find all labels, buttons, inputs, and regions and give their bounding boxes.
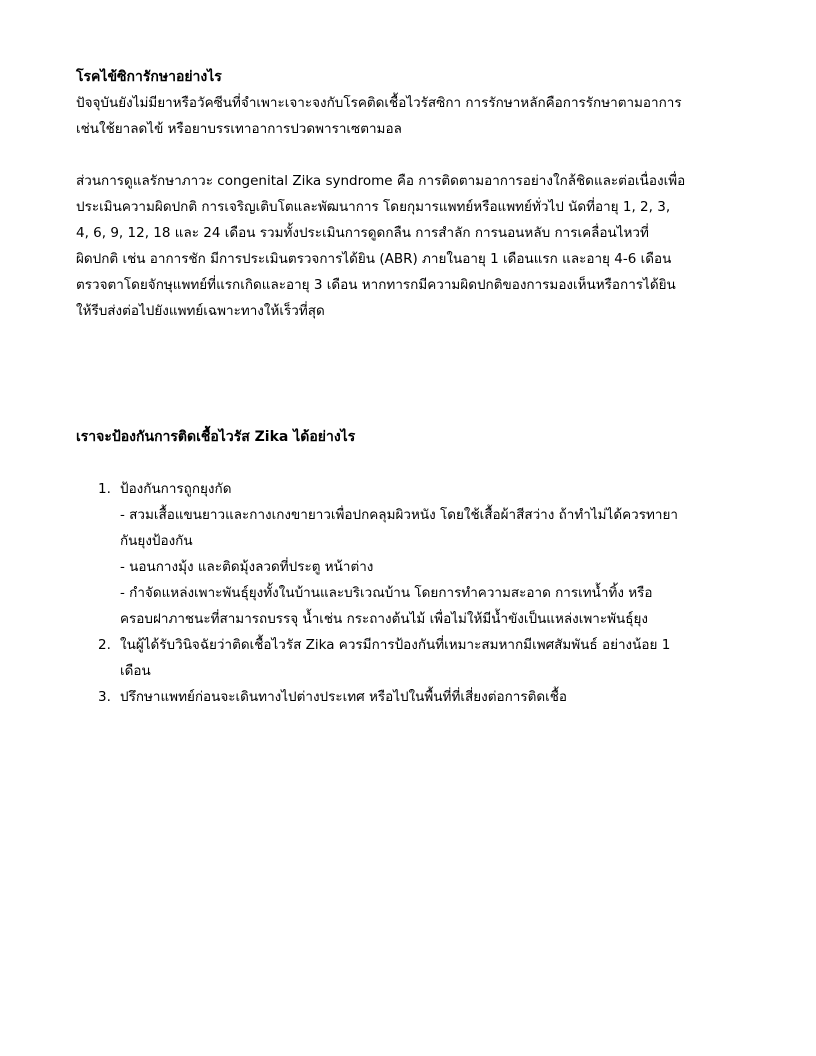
spacer	[76, 450, 740, 476]
section-title-prevention: เราจะป้องกันการติดเชื้อไวรัส Zika ได้อย่างไร	[76, 429, 356, 445]
paragraph-line: ปัจจุบันยังไม่มียาหรือวัคซีนที่จำเพาะเจาะจงกับโรคติดเชื้อไวรัสซิกา การรักษาหลักคือการรักษาตามอาการ	[76, 95, 682, 111]
list-line: เดือน	[120, 663, 151, 679]
list-line: ครอบฝาภาชนะที่สามารถบรรจุ น้ำเช่น กระถางต้นไม้ เพื่อไม่ให้มีน้ำขังเป็นแหล่งเพาะพันธุ์ยุง	[120, 611, 648, 627]
list-line: - กำจัดแหล่งเพาะพันธุ์ยุงทั้งในบ้านและบริเวณบ้าน โดยการทำความสะอาด การเทน้ำทิ้ง หรือ	[120, 585, 653, 601]
paragraph-line: 4, 6, 9, 12, 18 และ 24 เดือน รวมทั้งประเมินการดูดกลืน การสำลัก การนอนหลับ การเคลื่อนไหวที่	[76, 225, 649, 241]
list-number: 3.	[98, 689, 111, 705]
prevention-list	[76, 476, 740, 710]
paragraph-line: ผิดปกติ เช่น อาการชัก มีการประเมินตรวจการได้ยิน (ABR) ภายในอายุ 1 เดือนแรก และอายุ 4-6 เดือน	[76, 251, 672, 267]
paragraph-treatment-overview	[76, 90, 740, 142]
list-item	[76, 684, 740, 710]
list-item	[76, 632, 740, 684]
list-line: - นอนกางมุ้ง และติดมุ้งลวดที่ประตู หน้าต่าง	[120, 559, 374, 575]
paragraph-congenital-care	[76, 168, 740, 324]
list-line: กันยุงป้องกัน	[120, 533, 193, 549]
paragraph-line: ตรวจตาโดยจักษุแพทย์ที่แรกเกิดและอายุ 3 เดือน หากทารกมีความผิดปกติของการมองเห็นหรือการได้ยิน	[76, 277, 676, 293]
list-line: ปรึกษาแพทย์ก่อนจะเดินทางไปต่างประเทศ หรือไปในพื้นที่ที่เสี่ยงต่อการติดเชื้อ	[120, 689, 567, 705]
paragraph-line: เช่นใช้ยาลดไข้ หรือยาบรรเทาอาการปวดพาราเซตามอล	[76, 121, 402, 137]
list-line: ในผู้ได้รับวินิจฉัยว่าติดเชื้อไวรัส Zika ควรมีการป้องกันที่เหมาะสมหากมีเพศสัมพันธ์ อย่างน้อย 1	[120, 637, 671, 653]
list-number: 1.	[98, 481, 111, 497]
paragraph-line: ส่วนการดูแลรักษาภาวะ congenital Zika syndrome คือ การติดตามอาการอย่างใกล้ชิดและต่อเนื่องเพื่อ	[76, 173, 686, 189]
spacer	[76, 324, 740, 424]
spacer	[76, 142, 740, 168]
paragraph-line: ให้รีบส่งต่อไปยังแพทย์เฉพาะทางให้เร็วที่สุด	[76, 303, 325, 319]
list-item	[76, 476, 740, 632]
list-line: - สวมเสื้อแขนยาวและกางเกงขายาวเพื่อปกคลุมผิวหนัง โดยใช้เสื้อผ้าสีสว่าง ถ้าทำไม่ได้ควรทายา	[120, 507, 678, 523]
section-title-treatment: โรคไข้ซิการักษาอย่างไร	[76, 69, 222, 85]
paragraph-line: ประเมินความผิดปกติ การเจริญเติบโตและพัฒนาการ โดยกุมารแพทย์หรือแพทย์ทั่วไป นัดที่อายุ 1, 2, 3,	[76, 199, 671, 215]
document-body	[76, 64, 740, 710]
list-number: 2.	[98, 637, 111, 653]
list-line: ป้องกันการถูกยุงกัด	[120, 481, 232, 497]
